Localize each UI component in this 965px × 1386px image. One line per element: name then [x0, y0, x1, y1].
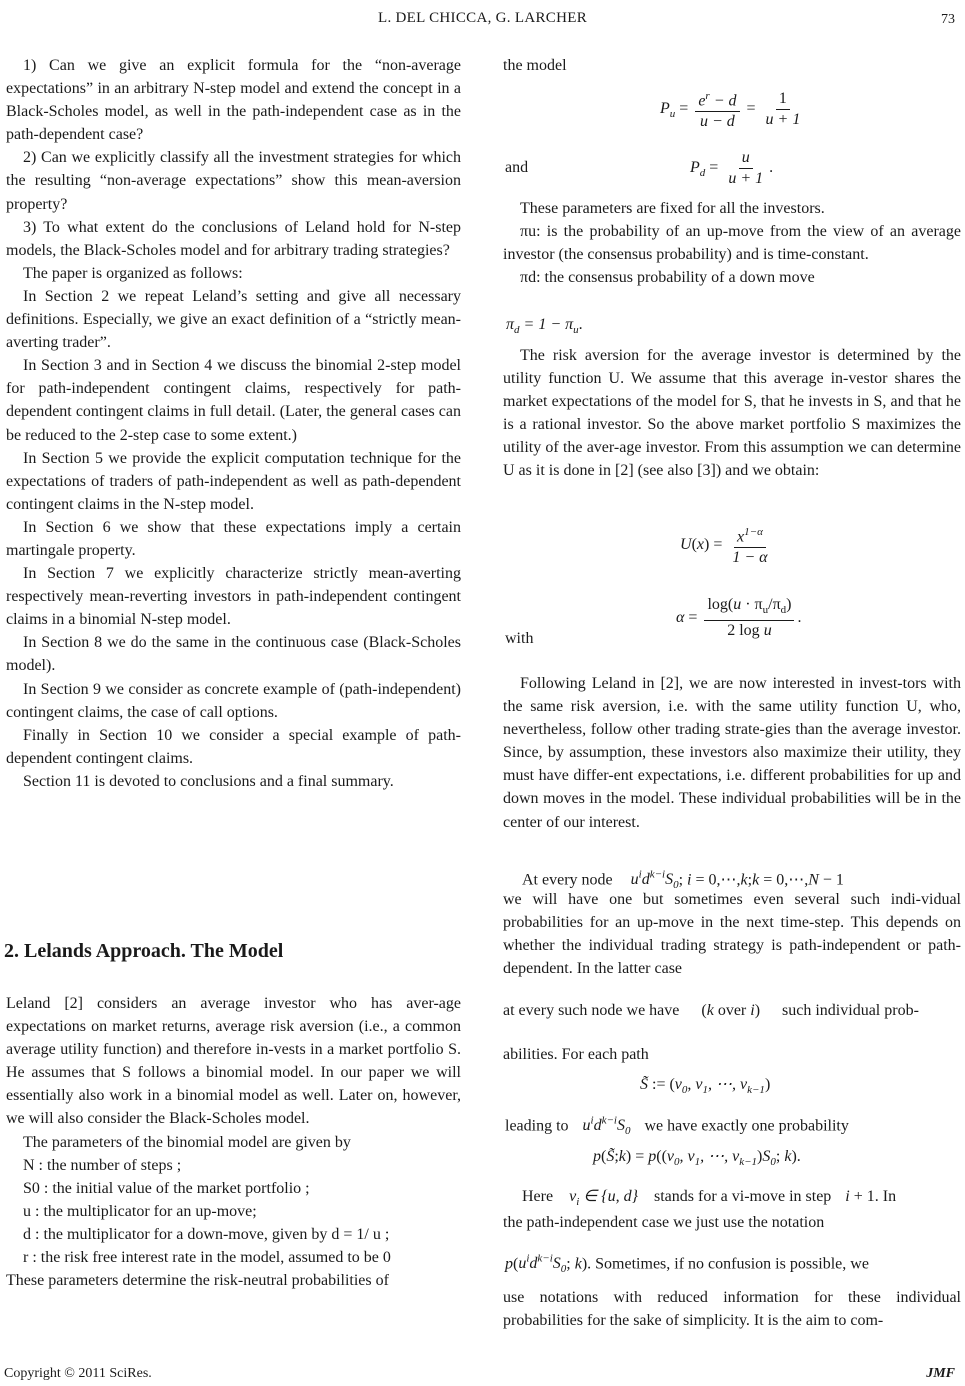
paragraph: In Section 8 we do the same in the continuous case (Black-Scholes model).: [6, 634, 461, 675]
paragraph: 2) Can we explicitly classify all the investment strategies for which the resulting “non-average expectations” show this mean-aversion property?: [6, 149, 461, 213]
exactly-label: we have exactly one probability: [644, 1117, 849, 1135]
paragraph: The risk aversion for the average investor is determined by the utility function U. We assume that this average in-vestor shares the market expectations of the model for S, that he invests in S, and that he is a rational investor. So the above market portfolio S maximizes the utility of the aver-age investor. From this assumption we can determine U as it is done in [2] (see also [3]) and we obtain:: [503, 347, 961, 480]
pathind-line: the path-independent case we just use the notation: [503, 1214, 825, 1231]
paragraph: the model: [503, 57, 567, 74]
param-item: u : the multiplicator for an up-move;: [23, 1202, 257, 1220]
section-body: [6, 992, 461, 1292]
paragraph: In Section 9 we consider as concrete example of (path-independent) contingent claims, the case of call options.: [6, 680, 461, 721]
paragraph: Following Leland in [2], we are now interested in invest-tors with the same risk aversion, i.e. with the same utility function U, who, nevertheless, follow other trading strate-gies than the average investor. Since, by assumption, these investors also maximize their utility, they must have differ-ent expectations, i.e. different probabilities for up and down moves in the model. These individual probabilities will be in the center of our interest.: [503, 675, 961, 831]
paragraph: These parameters are fixed for all the investors.: [520, 200, 825, 217]
with-label: with: [505, 630, 534, 647]
right-text-block-1: [503, 197, 961, 289]
in-label: . In: [874, 1188, 897, 1205]
notation-line: $p(u^id^{k-i}S_0$; k). Sometimes, if no confusion is possible, we: [505, 1253, 869, 1276]
at-every-label: At every node: [522, 871, 613, 889]
paragraph: 1) Can we give an explicit formula for the “non-average expectations” in an arbitrary N-step model and extend the concept in a Black-Scholes model, as well in the path-independent case as in the path-dependent case?: [6, 57, 461, 144]
equation-pd: $P_d$ = $\frac{u}{u + 1}$ .: [690, 149, 774, 187]
param-item: d : the multiplicator for a down-move, given by d = 1/ u ;: [23, 1225, 390, 1243]
paragraph: Section 11 is devoted to conclusions and a final summary.: [23, 772, 394, 790]
sometimes-label: . Sometimes, if no confusion is possible, we: [587, 1255, 869, 1273]
paragraph: 3) To what extent do the conclusions of Leland hold for N-step models, the Black-Scholes model and for arbitrary trading strategies?: [6, 218, 461, 259]
paragraph: The paper is organized as follows:: [23, 264, 243, 282]
equation-pu: $P_u$ = $\frac{e^r - d}{u - d}$ = $\frac{1}{u + 1}$: [660, 86, 806, 132]
leading-line: leading to $u^id^{k-i}S_0$ we have exactly one probability: [505, 1115, 849, 1138]
equation-path: S̃ := ($v_0$, $v_1$, ⋯, $v_{k-1}$): [640, 1076, 771, 1097]
here-line: Here $v_i$ ∈ {u, d} stands for a vi-move in step i + 1. In: [522, 1188, 897, 1209]
such-node-label: at every such node we have: [503, 1002, 680, 1019]
equation-alpha: α = $\frac{\log(u \cdot \pi_u/\pi_d)}{\text{2 log u}}$ .: [676, 596, 802, 640]
paragraph: we will have one but sometimes even several such indi-vidual probabilities for an up-move in the next time-step. This depends on whether the individual trading strategy is path-independent or path-dependent. In the latter case: [503, 891, 961, 978]
such-node-line: at every such node we have (k over i) such individual prob-: [503, 1002, 919, 1019]
right-text-block-3: [503, 672, 961, 834]
paragraph: In Section 3 and in Section 4 we discuss the binomial 2-step model for path-independent contingent claims, respectively for path-dependent contingent claims in full detail. (Later, the general cases can be reduced to the 2-step case to some extent.): [6, 357, 461, 444]
running-header: L. DEL CHICCA, G. LARCHER: [377, 10, 588, 26]
footer-copyright: Copyright © 2011 SciRes.: [4, 1366, 152, 1381]
paragraph: In Section 6 we show that these expectations imply a certain martingale property.: [6, 518, 461, 559]
equation-utility: U(x) = $\frac{x^{1-\alpha}}{1 - \alpha}$: [680, 522, 774, 568]
param-item: r : the risk free interest rate in the model, assumed to be 0: [23, 1249, 391, 1267]
paragraph: These parameters determine the risk-neutral probabilities of: [6, 1272, 389, 1290]
stands-label: stands for a vi-move in step: [654, 1188, 832, 1205]
and-label: and: [505, 159, 529, 176]
paragraph: In Section 7 we explicitly characterize strictly mean-averting respectively mean-reverting investors in path-independent contingent claims in a binomial N-step model.: [6, 565, 461, 629]
paragraph: Finally in Section 10 we consider a special example of path-dependent contingent claims.: [6, 726, 461, 767]
such-ind-label: such individual prob-: [782, 1002, 919, 1019]
right-text-block-5: [503, 1286, 961, 1332]
at-every-node: At every node $u^id^{k-i}S_0$; i = 0,⋯,k;k = 0,⋯,N − 1: [522, 869, 844, 892]
footer-journal: JMF: [926, 1366, 955, 1381]
paragraph: The parameters of the binomial model are given by: [23, 1133, 351, 1151]
right-column: [503, 54, 961, 77]
param-item: N : the number of steps ;: [23, 1156, 182, 1174]
paragraph: In Section 5 we provide the explicit computation technique for the expectations of traders of path-independent as well as path-dependent contingent claims in the N-step model.: [6, 449, 461, 513]
paragraph: πu: is the probability of an up-move from the view of an average investor (the consensus probability) and is time-constant.: [503, 223, 961, 264]
paragraph: Leland [2] considers an average investor who has aver-age expectations on market returns, average risk aversion (i.e., a common average utility function) and therefore in-vests in a market portfolio S. He assumes that S follows a binomial model. In our paper we will essentially also work in a binomial model as well. Later on, however, we will also consider the Black-Scholes model.: [6, 995, 461, 1128]
equation-prob: p(S̃;k) = $p((v_0$, $v_1$, ⋯, $v_{k-1})S_0$; k).: [593, 1148, 801, 1169]
section-heading: 2. Lelands Approach. The Model: [4, 940, 284, 962]
right-text-block-4: [503, 888, 961, 980]
param-item: S0 : the initial value of the market portfolio ;: [23, 1179, 310, 1197]
page-number: 73: [941, 12, 955, 27]
leading-label: leading to: [505, 1117, 569, 1135]
paragraph: In Section 2 we repeat Leland’s setting and give all necessary definitions. Especially, we give an exact definition of a “strictly mean-averting trader”.: [6, 287, 461, 352]
left-column: [6, 54, 461, 793]
paragraph: use notations with reduced information for these individual probabilities for the sake of simplicity. It is the aim to com-: [503, 1289, 961, 1330]
equation-pi-d: $\pi_d = 1 - \pi_u$.: [506, 316, 583, 337]
right-text-block-2: [503, 344, 961, 483]
here-label: Here: [522, 1188, 554, 1205]
abilities-line: abilities. For each path: [503, 1046, 649, 1063]
paragraph: πd: the consensus probability of a down move: [520, 269, 815, 287]
